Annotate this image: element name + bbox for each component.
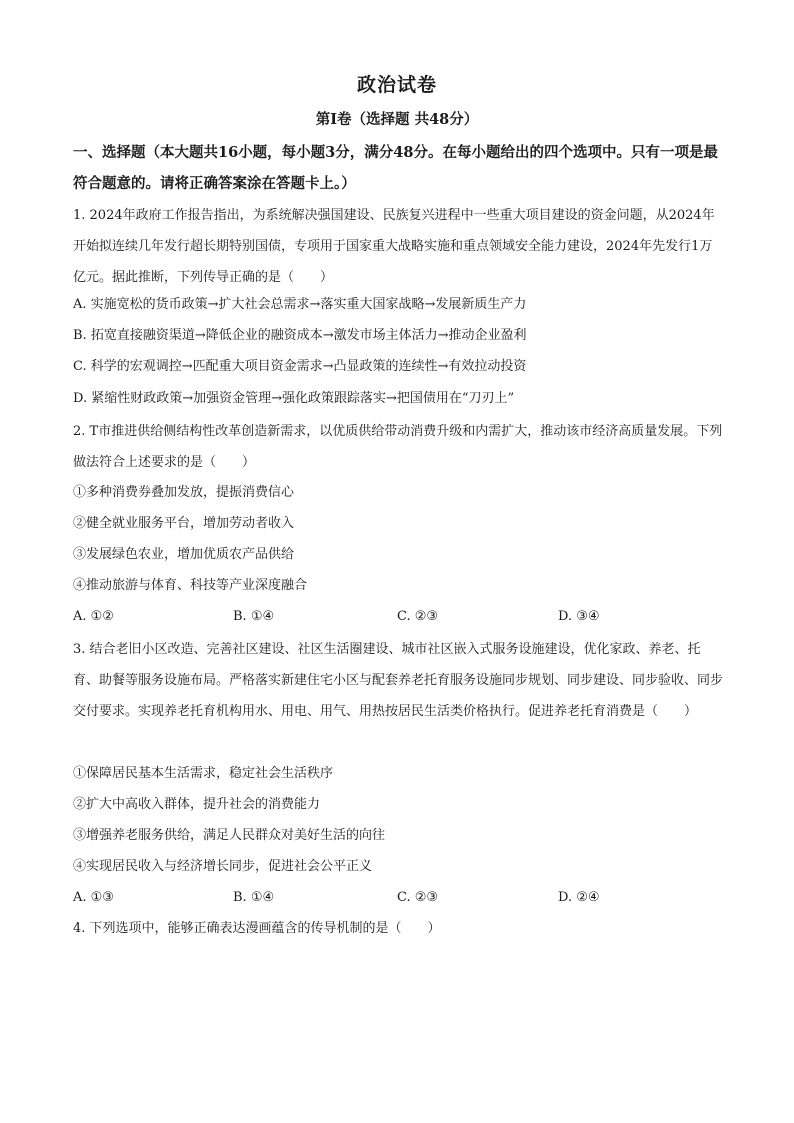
section-heading: 一、选择题（本大题共16小题，每小题3分，满分48分。在每小题给出的四个选项中。只有一项是最符合题意的。请将正确答案涂在答题卡上。） [73, 144, 718, 192]
exam-title: 政治试卷 [356, 74, 437, 96]
question-2-stem: 2. T市推进供给侧结构性改革创造新需求，以优质供给带动消费升级和内需扩大，推动该市经济高质量发展。下列做法符合上述要求的是（ ） [73, 424, 723, 470]
question-2-item-4: ④推动旅游与体育、科技等产业深度融合 [73, 578, 308, 593]
question-3-choice-d: D. ②④ [558, 890, 600, 905]
question-1-option-b: B. 拓宽直接融资渠道→降低企业的融资成本→激发市场主体活力→推动企业盈利 [73, 328, 527, 343]
question-3-choice-a: A. ①③ [73, 890, 114, 905]
question-3-stem: 3. 结合老旧小区改造、完善社区建设、社区生活圈建设、城市社区嵌入式服务设施建设，优化家政、养老、托育、助餐等服务设施布局。严格落实新建住宅小区与配套养老托育服务设施同步规划、同步建设、同步验收、同步交付要求。实现养老托育机构用水、用电、用气、用热按居民生活类价格执行。促进养老托育消费是（ ） [73, 642, 724, 719]
question-2-item-3: ③发展绿色农业，增加优质农产品供给 [73, 547, 295, 562]
question-2-choice-a: A. ①② [73, 609, 114, 624]
question-2-choice-d: D. ③④ [558, 609, 600, 624]
question-3-item-4: ④实现居民收入与经济增长同步，促进社会公平正义 [73, 859, 373, 874]
part-title: 第Ⅰ卷（选择题 共48分） [315, 111, 479, 128]
question-2-choice-c: C. ②③ [397, 609, 439, 624]
question-3-item-2: ②扩大中高收入群体，提升社会的消费能力 [73, 797, 321, 812]
question-1-stem: 1. 2024年政府工作报告指出，为系统解决强国建设、民族复兴进程中一些重大项目建设的资金问题，从2024年开始拟连续几年发行超长期特别国债，专项用于国家重大战略实施和重点领域安全能力建设，2024年先发行1万亿元。据此推断，下列传导正确的是（ ） [73, 208, 715, 285]
question-1-option-d: D. 紧缩性财政政策→加强资金管理→强化政策跟踪落实→把国债用在“刀刃上” [73, 391, 515, 406]
question-4-stem: 4. 下列选项中，能够正确表达漫画蕴含的传导机制的是（ ） [73, 921, 441, 936]
question-2-item-1: ①多种消费券叠加发放，提振消费信心 [73, 485, 295, 500]
question-2-choices [73, 607, 725, 627]
question-1-option-a: A. 实施宽松的货币政策→扩大社会总需求→落实重大国家战略→发展新质生产力 [73, 297, 527, 312]
question-3-item-3: ③增强养老服务供给，满足人民群众对美好生活的向往 [73, 828, 386, 843]
question-2-item-2: ②健全就业服务平台，增加劳动者收入 [73, 516, 295, 531]
question-2-choice-b: B. ①④ [233, 609, 275, 624]
question-3-choice-c: C. ②③ [397, 890, 439, 905]
question-3-choice-b: B. ①④ [233, 890, 275, 905]
question-3-item-1: ①保障居民基本生活需求，稳定社会生活秩序 [73, 766, 334, 781]
question-1-option-c: C. 科学的宏观调控→匹配重大项目资金需求→凸显政策的连续性→有效拉动投资 [73, 359, 527, 374]
question-3-choices [73, 888, 725, 908]
